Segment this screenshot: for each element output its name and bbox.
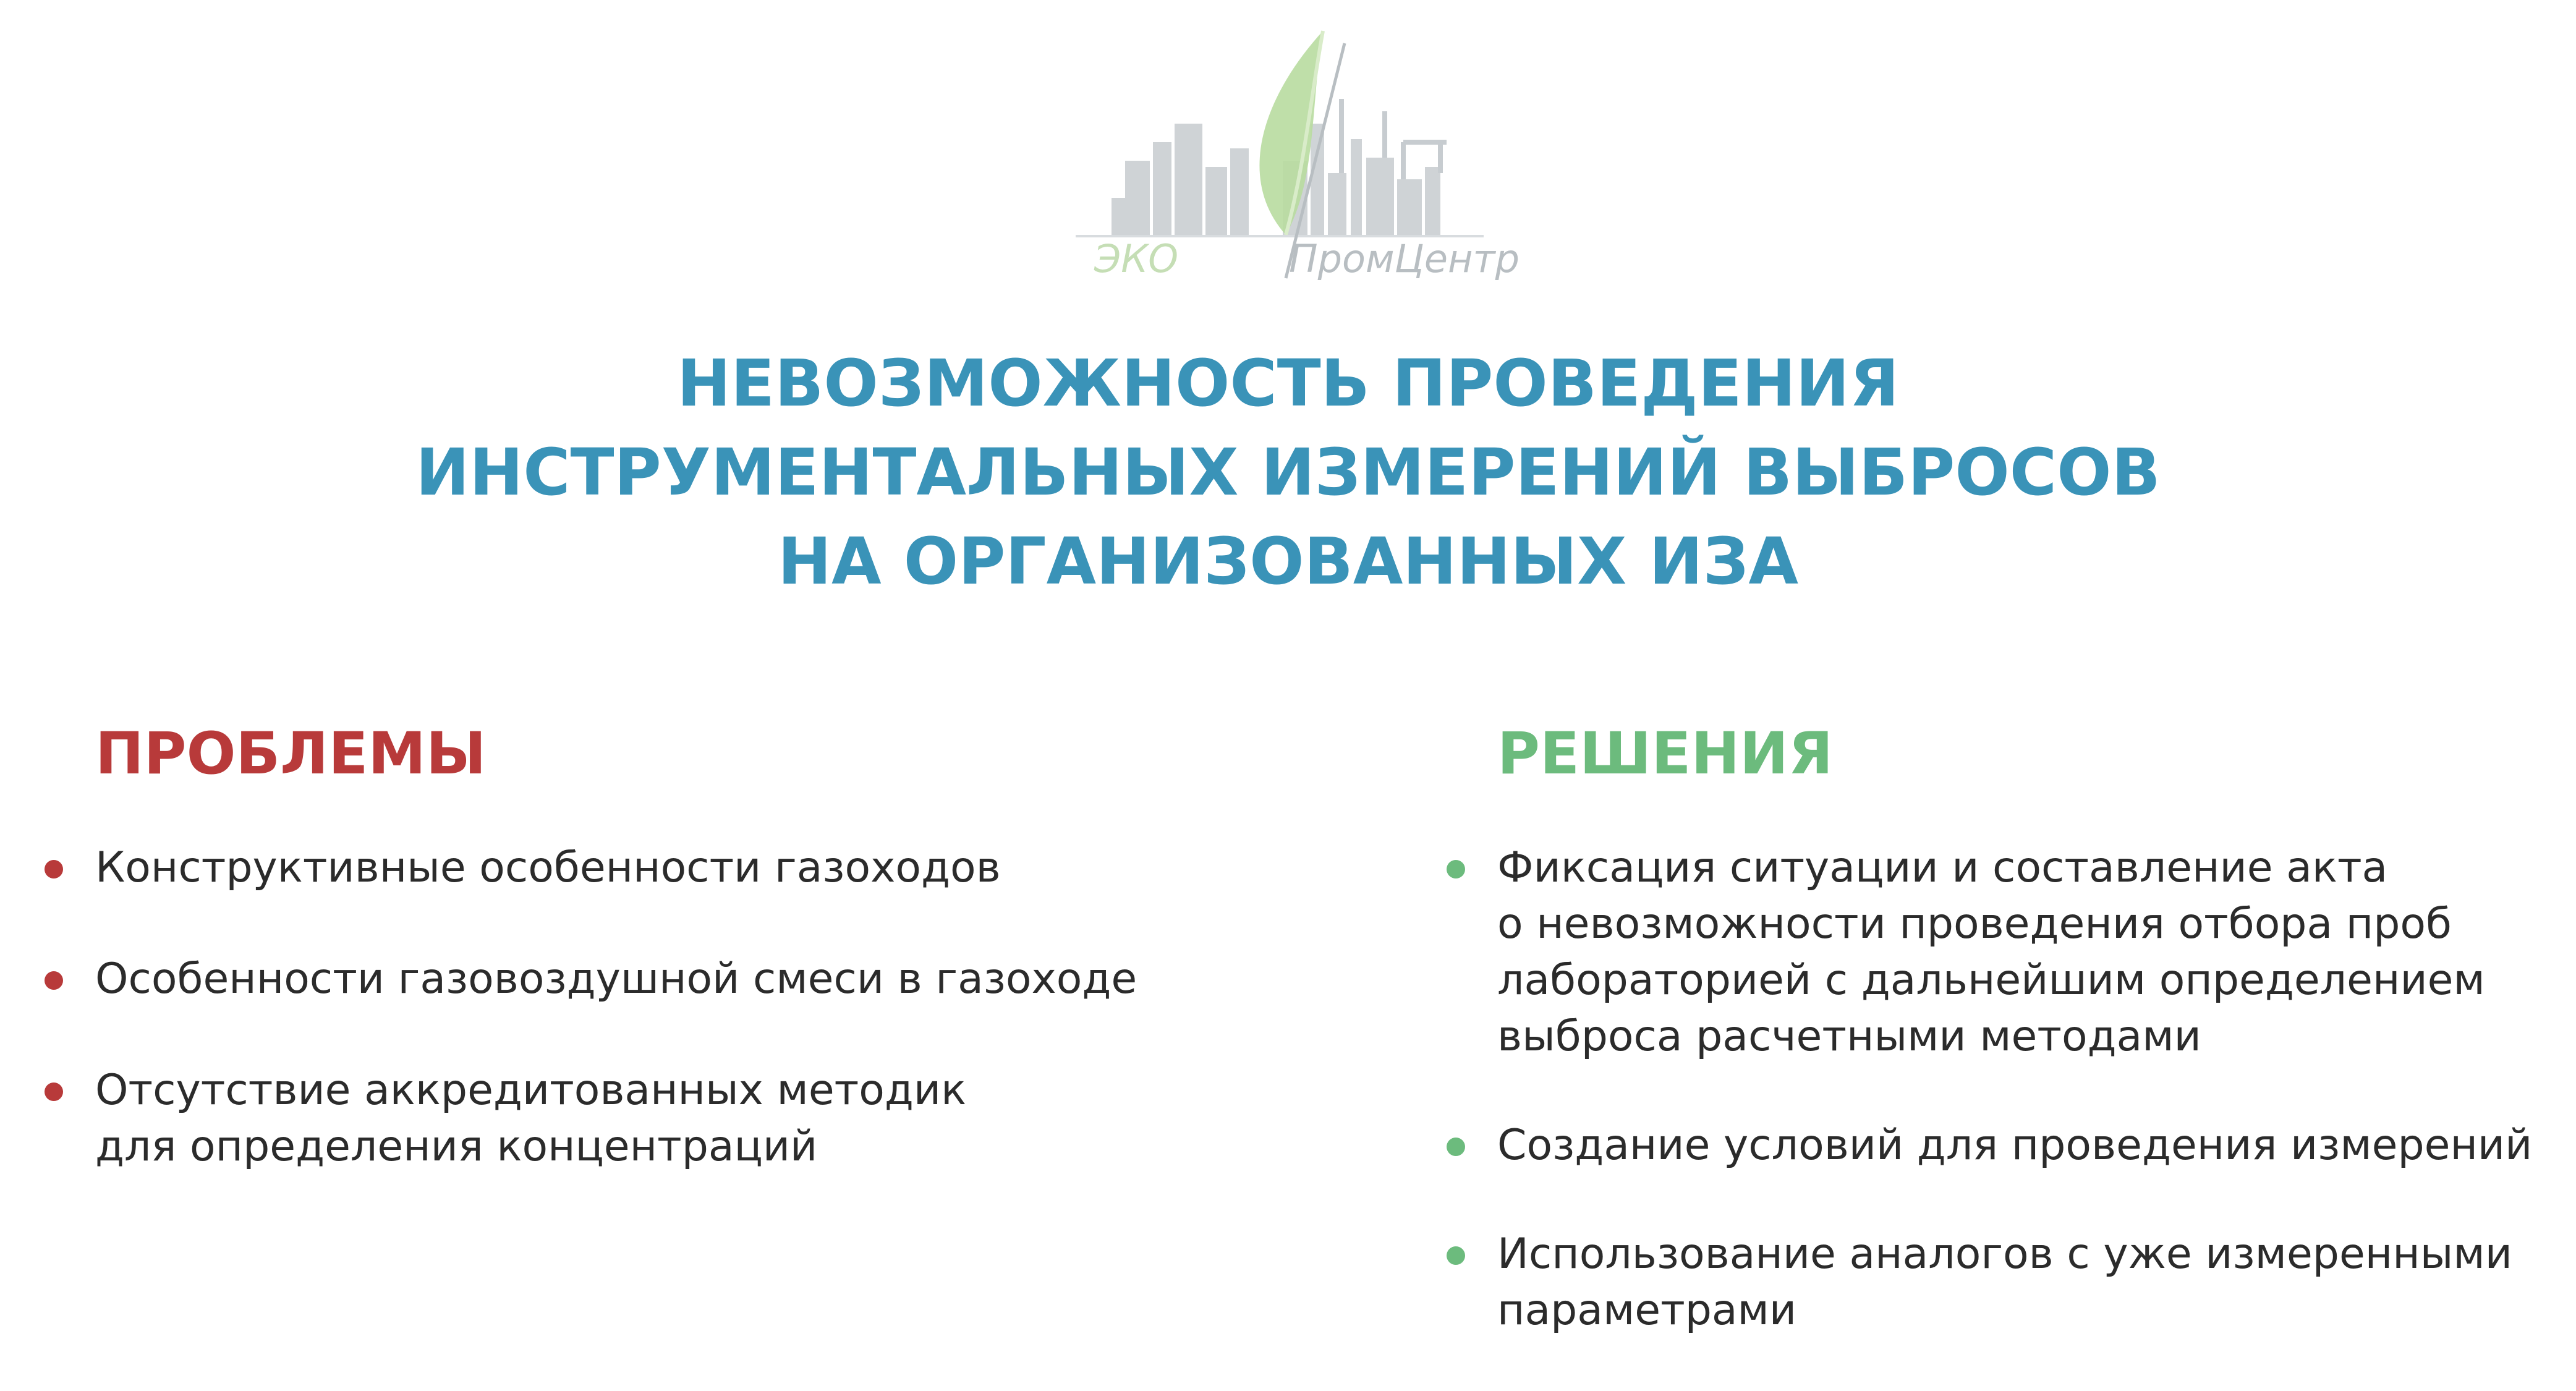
solution-text: о невозможности проведения отбора проб	[1497, 900, 2452, 948]
solutions-list	[1447, 840, 2559, 1338]
problems-heading: ПРОБЛЕМЫ	[95, 720, 487, 788]
bullet-dot-icon	[45, 971, 63, 990]
solution-text: выброса расчетными методами	[1497, 1012, 2201, 1061]
solutions-heading: РЕШЕНИЯ	[1497, 720, 1834, 788]
bullet-dot-icon	[45, 1083, 63, 1101]
page-title	[0, 339, 2576, 606]
problem-text: Отсутствие аккредитованных методик	[95, 1066, 967, 1115]
solution-text: Фиксация ситуации и составление акта	[1497, 843, 2388, 892]
solution-text: Создание условий для проведения измерений	[1497, 1121, 2533, 1170]
problems-list	[45, 840, 1380, 1175]
svg-text:ПромЦентр: ПромЦентр	[1289, 236, 1520, 281]
bullet-dot-icon	[1447, 1138, 1465, 1156]
bullet-dot-icon	[1447, 860, 1465, 878]
ekopromcenter-logo	[1051, 19, 1545, 284]
solution-text: лабораторией с дальнейшим определением	[1497, 956, 2485, 1005]
solutions-list-item	[1447, 1117, 2559, 1173]
problem-text: Особенности газовоздушной смеси в газоходе	[95, 955, 1137, 1003]
problems-section	[45, 717, 1380, 1230]
svg-text:ЭКО: ЭКО	[1094, 236, 1179, 281]
solutions-list-item	[1447, 1226, 2559, 1338]
problem-text: Конструктивные особенности газоходов	[95, 843, 1001, 892]
page-title-line: НЕВОЗМОЖНОСТЬ ПРОВЕДЕНИЯ	[677, 346, 1899, 421]
city-leaf-icon	[1051, 19, 1545, 284]
solution-text: Использование аналогов с уже измеренными	[1497, 1230, 2512, 1278]
problem-text: для определения концентраций	[95, 1122, 818, 1171]
page-title-line: ИНСТРУМЕНТАЛЬНЫХ ИЗМЕРЕНИЙ ВЫБРОСОВ	[415, 435, 2161, 510]
bullet-dot-icon	[1447, 1246, 1465, 1265]
problems-list-item	[45, 1062, 1380, 1175]
solution-text: параметрами	[1497, 1286, 1797, 1335]
solutions-section	[1447, 717, 2559, 1391]
problems-list-item	[45, 951, 1380, 1007]
page-title-line: НА ОРГАНИЗОВАННЫХ ИЗА	[778, 524, 1798, 599]
problems-list-item	[45, 840, 1380, 896]
bullet-dot-icon	[45, 860, 63, 878]
solutions-list-item	[1447, 840, 2559, 1065]
